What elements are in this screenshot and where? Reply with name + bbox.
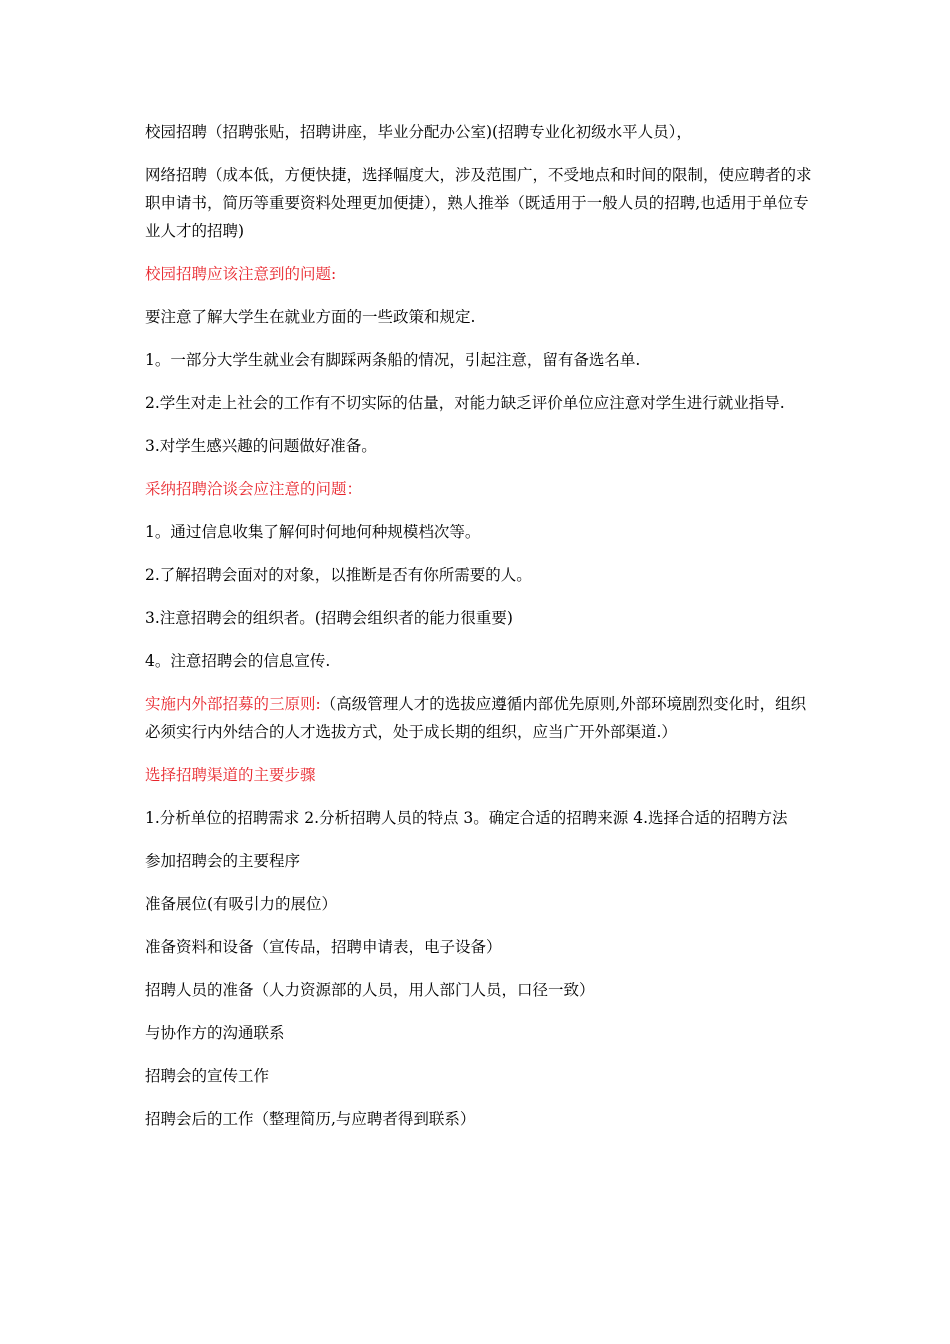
paragraph-text: 校园招聘（招聘张贴，招聘讲座，毕业分配办公室)(招聘专业化初级水平人员）， bbox=[145, 123, 692, 141]
paragraph-text: 1。通过信息收集了解何时何地何种规模档次等。 bbox=[145, 523, 481, 541]
heading-fair-issues bbox=[145, 475, 815, 503]
paragraph-text: 要注意了解大学生在就业方面的一些政策和规定. bbox=[145, 308, 476, 326]
paragraph-text: 招聘会后的工作（整理简历,与应聘者得到联系） bbox=[145, 1110, 476, 1128]
paragraph-steps bbox=[145, 804, 815, 832]
document-page bbox=[145, 118, 815, 1148]
list-item-2 bbox=[145, 561, 815, 589]
paragraph-online-recruitment bbox=[145, 161, 815, 245]
paragraph-materials bbox=[145, 933, 815, 961]
paragraph-text: 1.分析单位的招聘需求 2.分析招聘人员的特点 3。确定合适的招聘来源 4.选择合适的招聘方法 bbox=[145, 809, 788, 827]
list-item-3 bbox=[145, 432, 815, 460]
paragraph-publicity bbox=[145, 1062, 815, 1090]
paragraph-policy-note bbox=[145, 303, 815, 331]
section-heading: 采纳招聘洽谈会应注意的问题： bbox=[145, 480, 363, 498]
paragraph-text: 准备资料和设备（宣传品，招聘申请表，电子设备） bbox=[145, 938, 502, 956]
paragraph-staff bbox=[145, 976, 815, 1004]
paragraph-text: 1。一部分大学生就业会有脚踩两条船的情况，引起注意，留有备选名单. bbox=[145, 351, 641, 369]
paragraph-follow-up bbox=[145, 1105, 815, 1133]
list-item-1 bbox=[145, 518, 815, 546]
paragraph-text: 3.对学生感兴趣的问题做好准备。 bbox=[145, 437, 377, 455]
paragraph-fair-procedure bbox=[145, 847, 815, 875]
section-heading: 选择招聘渠道的主要步骤 bbox=[145, 766, 316, 784]
section-heading: 校园招聘应该注意到的问题: bbox=[145, 265, 337, 283]
paragraph-text: 3.注意招聘会的组织者。(招聘会组织者的能力很重要) bbox=[145, 609, 513, 627]
paragraph-text: 招聘会的宣传工作 bbox=[145, 1067, 270, 1085]
paragraph-text: 与协作方的沟通联系 bbox=[145, 1024, 285, 1042]
paragraph-text: 参加招聘会的主要程序 bbox=[145, 852, 301, 870]
paragraph-text: 2.了解招聘会面对的对象，以推断是否有你所需要的人。 bbox=[145, 566, 532, 584]
list-item-4 bbox=[145, 647, 815, 675]
heading-channel-steps bbox=[145, 761, 815, 789]
section-heading: 实施内外部招募的三原则: bbox=[145, 695, 321, 713]
heading-campus-issues bbox=[145, 260, 815, 288]
paragraph-three-principles bbox=[145, 690, 815, 746]
paragraph-text: 2.学生对走上社会的工作有不切实际的估量，对能力缺乏评价单位应注意对学生进行就业指导. bbox=[145, 394, 785, 412]
paragraph-text: 网络招聘（成本低，方便快捷，选择幅度大，涉及范围广，不受地点和时间的限制，使应聘者的求职申请书，简历等重要资料处理更加便捷），熟人推举（既适用于一般人员的招聘,也适用于单位专业人才的招聘) bbox=[145, 166, 812, 240]
paragraph-campus-recruitment bbox=[145, 118, 815, 146]
list-item-2 bbox=[145, 389, 815, 417]
paragraph-text: 招聘人员的准备（人力资源部的人员，用人部门人员，口径一致） bbox=[145, 981, 595, 999]
paragraph-text: 4。注意招聘会的信息宣传. bbox=[145, 652, 331, 670]
paragraph-text: （高级管理人才的选拔应遵循内部优先原则,外部环境剧烈变化时，组织必须实行内外结合的人才选拔方式，处于成长期的组织，应当广开外部渠道.） bbox=[145, 695, 807, 741]
paragraph-communication bbox=[145, 1019, 815, 1047]
paragraph-text: 准备展位(有吸引力的展位） bbox=[145, 895, 338, 913]
list-item-1 bbox=[145, 346, 815, 374]
paragraph-booth bbox=[145, 890, 815, 918]
list-item-3 bbox=[145, 604, 815, 632]
